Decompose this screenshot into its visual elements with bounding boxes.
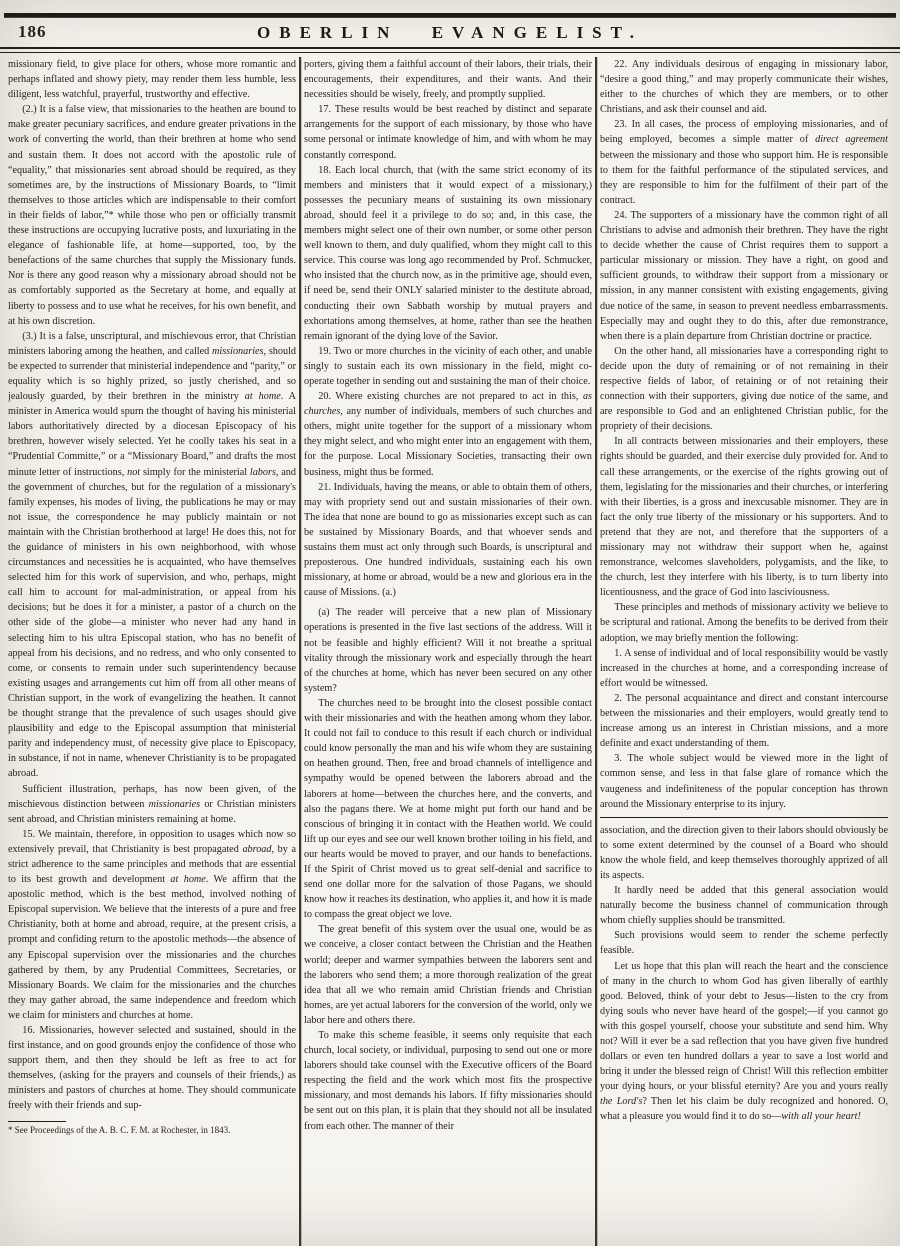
paragraph: The churches need to be brought into the closest possible contact with their missionaries and with the heathen among whom they labor. It could not fail to conduce to this result if each church or individual could know personally the man and his wife whom they are sustaining on heathen ground. Then, free and broad channels of intelligence and sympathy would be opened between the laborers abroad and the laborers at home—between the churches here, and the converts, and also the pagans there. We at home might put forth our hand and be conscious of bringing it in contact with the Heathen world. We could lift up our eyes and see our well known brother toiling in his field, and our hearts would be moved to prayer, and our hands to benefactions. If the Spirit of Christ moved us to great self-denial and sacrifice to send one dollar more for the salvation of those Pagans, we should know how it reaches its destination, who applies it, and how it is made to compass the great object we love. bbox=[304, 697, 592, 921]
masthead-bottom-rule bbox=[0, 47, 900, 53]
paragraph: 24. The supporters of a missionary have the common right of all Christians to advise and admonish their brethren. They have the right to decide whether the cause of Christ requires them to support a particular missionary or mission. They have a right, on good and sufficient grounds, to withdraw their support from a missionary or mission, in any manner consistent with existing engagements, giving due notice of the same, in season to prevent needless embarrassments. Especially may and ought they to do this, after due remonstrance, when there is a plain departure from Christian doctrine or practice. bbox=[600, 209, 888, 342]
paragraph: 20. Where existing churches are not prepared to act in this, as churches, any number of individuals, members of such churches and others, might unite together for the support of a missionary whom they might select, and who might enter into an engagement with them, for the purpose. Local Missionary Societies, transacting their own business, might thus be formed. bbox=[304, 391, 592, 478]
paragraph: 3. The whole subject would be viewed more in the light of common sense, and less in that false glare of romance which the vaugeness and indefiniteness of the popular conception has thrown around the Missionary enterprise to its injury. bbox=[600, 753, 888, 810]
paragraph: Such provisions would seem to render the scheme perfectly feasible. bbox=[600, 930, 888, 957]
footnote: * See Proceedings of the A. B. C. F. M. at Rochester, in 1843. bbox=[8, 1121, 296, 1137]
paragraph: 17. These results would be best reached by distinct and separate arrangements for the support of each missionary, by those who have some personal or intimate knowledge of him, and with whom he may constantly correspond. bbox=[304, 104, 592, 161]
paragraph: 23. In all cases, the process of employing missionaries, and of being employed, becomes a simple matter of direct agreement between the missionary and those who support him. He is responsible to them for the faithful performance of the stipulated services, and they are responsible to him for the fulfilment of their part of the contract. bbox=[600, 119, 888, 206]
paragraph: On the other hand, all missionaries have a corresponding right to decide upon the duty of remaining or of not remaining in their respective fields of labor, of retaining or of not retaining their connection with their supporters, giving due notice of the same, and are responsible to God and an enlightened Christian public, for the propriety of their decisions. bbox=[600, 345, 888, 433]
paragraph: These principles and methods of missionary activity we believe to be scriptural and rational. Among the benefits to be derived from their adoption, we may briefly mention the following: bbox=[600, 602, 888, 644]
paragraph: It hardly need be added that this general association would naturally become the business channel of communication through whom chiefly supplies should be transmitted. bbox=[600, 885, 888, 927]
column-2 bbox=[304, 57, 592, 1246]
paragraph: Sufficient illustration, perhaps, has now been given, of the mischievous distinction between missionaries or Christian ministers sent abroad, and Christian ministers remaining at home. bbox=[8, 783, 296, 825]
paragraph: 2. The personal acquaintance and direct and constant intercourse between the missionaries and their employers, would greatly tend to increase among us an interest in Christian missions, and a more definite and exact understanding of them. bbox=[600, 692, 888, 750]
paragraph: porters, giving them a faithful account of their labors, their trials, their encouragements, their expenditures, and their wants. And their necessities should be wisely, freely, and promptly supplied. bbox=[304, 59, 592, 101]
column-3 bbox=[600, 57, 888, 1246]
article-body bbox=[8, 57, 894, 1246]
masthead bbox=[4, 19, 896, 45]
paragraph: 19. Two or more churches in the vicinity of each other, and unable singly to sustain each its own missionary in the field, might co-operate together in sending out and sustaining the man of their choice. bbox=[304, 345, 592, 387]
page-number: 186 bbox=[18, 22, 47, 41]
column-divider-2 bbox=[595, 57, 597, 1246]
column-1 bbox=[8, 57, 296, 1246]
paragraph: 16. Missionaries, however selected and sustained, should in the first instance, and on good grounds enjoy the confidence of those who support them, and then they should be left as free to act for themselves, (asking for the prayers and counsels of their friends,) as ministers and pastors of churches at home. They should communicate freely with their friends and sup- bbox=[8, 1025, 296, 1112]
paragraph: To make this scheme feasible, it seems only requisite that each church, local society, or individual, purposing to send out one or more laborers should take counsel with the Executive officers of the Board respecting the field and the work which most fits the prospective missionary, and most demands his labors. If fifty missionaries should be sent out on this plan, it is plain that they should not all be insulated from each other. The manner of their bbox=[304, 1030, 592, 1132]
paragraph: The great benefit of this system over the usual one, would be as we conceive, a closer contact between the Christian and the Heathen world; deeper and warmer sympathies between the laborers sent and the laborers who send them; a more thorough realization of the great idea that all we who remain amid Christian friends and Christian homes, are yet actual laborers for the conversion of the world, only we labor here and others there. bbox=[304, 924, 592, 1026]
paragraph: 21. Individuals, having the means, or able to obtain them of others, may with propriety send out and sustain missionaries of their own. The idea that none are bound to go as missionaries except such as can be sustained by Missionary Boards, and that whoever sends and sustains them must act only through such Boards, is unscriptural and preposterous. One hundred individuals, sustaining each his own missionary, at home or abroad, would be a new and glorious era in the cause of Missions. (a.) bbox=[304, 481, 592, 599]
section-divider-rule bbox=[600, 817, 888, 818]
paragraph: Let us hope that this plan will reach the heart and the conscience of many in the church to whom God has given liberally of earthly good. Beloved, think of your debt to Jesus—listen to the cry from dying souls who never have heard of the gospel;—if you cannot go with this gospel yourself, choose your substitute and send him. Why not? Will it ever be a sad reflection that you have given five hundred dollars or even ten hundred dollars a year to save a lost world and bring it under the blessed reign of Christ! Will this reflection embitter your dying hours, or your blissful eternity? Are you and yours really the Lord's? Then let his claim be duly recognized and honored. O, what a pleasure you would find it to do so—with all your heart! bbox=[600, 960, 888, 1123]
paragraph: 22. Any individuals desirous of engaging in missionary labor, “desire a good thing,” and may properly communicate their wishes, either to the churches of which they are members, or to other Christians, and ask their counsel and aid. bbox=[600, 59, 888, 116]
paragraph: (2.) It is a false view, that missionaries to the heathen are bound to make greater pecuniary sacrifices, and endure greater privations in the work of converting the world, than their brethren at home who send and sustain them. It does not accord with the apostolic rule of “equality,” that missionaries sent abroad should be required, as they sometimes are, by the instructions of Missionary Boards, to “limit themselves to those articles which are indispensable to their comfort in their fields of labor,”* while those who pen or officially transmit these instructions are occupying lucrative posts, and luxuriating in the elegance of fashionable life, at home—supported, too, by the benefactions of the same churches that supply the Missionary funds. Nor is there any good reason why a missionary abroad should not be as comfortably supported as the Secretary at home, and equally at liberty to possess and to use what he receives, for his own benefit, and at his own discretion. bbox=[8, 104, 296, 327]
column-divider-1 bbox=[299, 57, 301, 1246]
paragraph: 1. A sense of individual and of local responsibility would be vastly increased in the churches at home, and a corresponding increase of effort would be witnessed. bbox=[600, 647, 888, 689]
paragraph: In all contracts between missionaries and their employers, these rights should be guarded, and their exercise duly provided for. And to call these arrangements, or the exercise of the rights growing out of them, legislating for the missionaries and their churches, or interfering with their liberties, is a gross and inexcusable misnomer. They are in fact the only true liberty of the missionary or his supporters. And to pretend that they are not, and therefore that the supporters of a missionary may not withdraw their support when he, against remonstrance, welcomes slaveholders, polygamists, and the like, to the church, lest they interfere with his liberty, is to turn liberty into licentiousness, and the grace of God into lasciviousness. bbox=[600, 436, 888, 599]
paragraph: missionary field, to give place for others, whose more romantic and perhaps inflated and showy piety, may render them less humble, less diligent, less watchful, prayerful, trustworthy and effective. bbox=[8, 59, 296, 101]
paragraph: (3.) It is a false, unscriptural, and mischievous error, that Christian ministers laboring among the heathen, and called missionaries, should be expected to surrender that ministerial independence and “parity,” or equality which is so highly prized, so justly cherished, and so jealously guarded, by their brethren in the ministry at home. A minister in America would spurn the thought of having his ministerial labors authoritatively directed by a diocesan Episcopacy of his brethren, however wisely selected. Yet he coolly takes his seat in a “Prudential Committe,” or a “Missionary Board,” and drafts the most minute letter of instructions, not simply for the ministerial labors, and the government of churches, but for the regulation of a missionary's family expenses, his modes of living, the publications he may or may not issue, the correspondence he may publicly maintain or not maintain with the Christian brotherhood at large! He does this, not for the guidance of ministers in his own neighborhood, with whose circumstances and necessities he is acquainted, who have themselves selected him for this work of supervision, and who, perhaps, might call him to account for mal-administration, or appeal from his decisions; but he does it for a minister, a pastor of a church on the other side of the globe—a minister who never had any hand in selecting him to his ultra Episcopal station, who has no benefit of appeal from his decisions, and no redress, and who only consented to come, or consents to remain under such superintendency because existing usages and arrangements cut him off from all other means of Christian support, in the work of evangelizing the heathen. It cannot be thought strange that the prevalence of such usages should give plausibility and edge to the Episcopal assumption that ministerial parity and independency must, of necessity give place to Episcopacy, in substance, if not in name, whenever Christianity is to be propagated abroad. bbox=[8, 330, 296, 780]
paragraph: (a) The reader will perceive that a new plan of Missionary operations is presented in the five last sections of the address. Will it not be feasible and highly efficient? Will it not breathe a spritual vitality through the missionary work and especially through the heart of the churches at home, which has never been secured on any other system? bbox=[304, 607, 592, 694]
top-border-rule bbox=[4, 13, 896, 18]
paragraph: association, and the direction given to their labors should obviously be to some extent determined by the counsel of a Board who should know the whole field, and keep themselves thoroughly apprized of all its aspects. bbox=[600, 824, 888, 881]
paragraph: 15. We maintain, therefore, in opposition to usages which now so extensively prevail, that Christianity is best propagated abroad, by a strict adherence to the same principles and methods that are essential to its best growth and development at home. We affirm that the apostolic method, which is the best method, involved nothing of Episcopal supervision. We believe that the interests of a pure and free Christianity, both at home and abroad, require, at the present crisis, a prompt and confiding return to the apostolic methods—the absence of any Episcopal supervision over the missionaries and the churches gathered by them, by any Prudential Committees, Secretaries, or Missionary Boards. We claim for the missionaries and the churches they may gather abroad, the same independence and freedom which we claim for ministers and churches at home. bbox=[8, 828, 296, 1021]
paragraph: 18. Each local church, that (with the same strict economy of its members and ministers that it would expect of a missionary,) possesses the pecuniary means of sustaining its own missionary abroad, should feel it a privilege to do so; and, in this case, the members might select one of their own number, or some other person well known to them, and duly qualified, whom they might call to this service. This course was long ago recommended by Prof. Schmucker, who insisted that the church now, as in the primitive age, should even, if need be, send their ONLY salaried minister to the destitute abroad, conducting their own Sabbath worship by mutual prayers and exhortations among themselves, at home, rather than see the heathen remain ignorant of the dying love of the Savior. bbox=[304, 164, 592, 342]
masthead-title: OBERLIN EVANGELIST. bbox=[257, 23, 643, 42]
